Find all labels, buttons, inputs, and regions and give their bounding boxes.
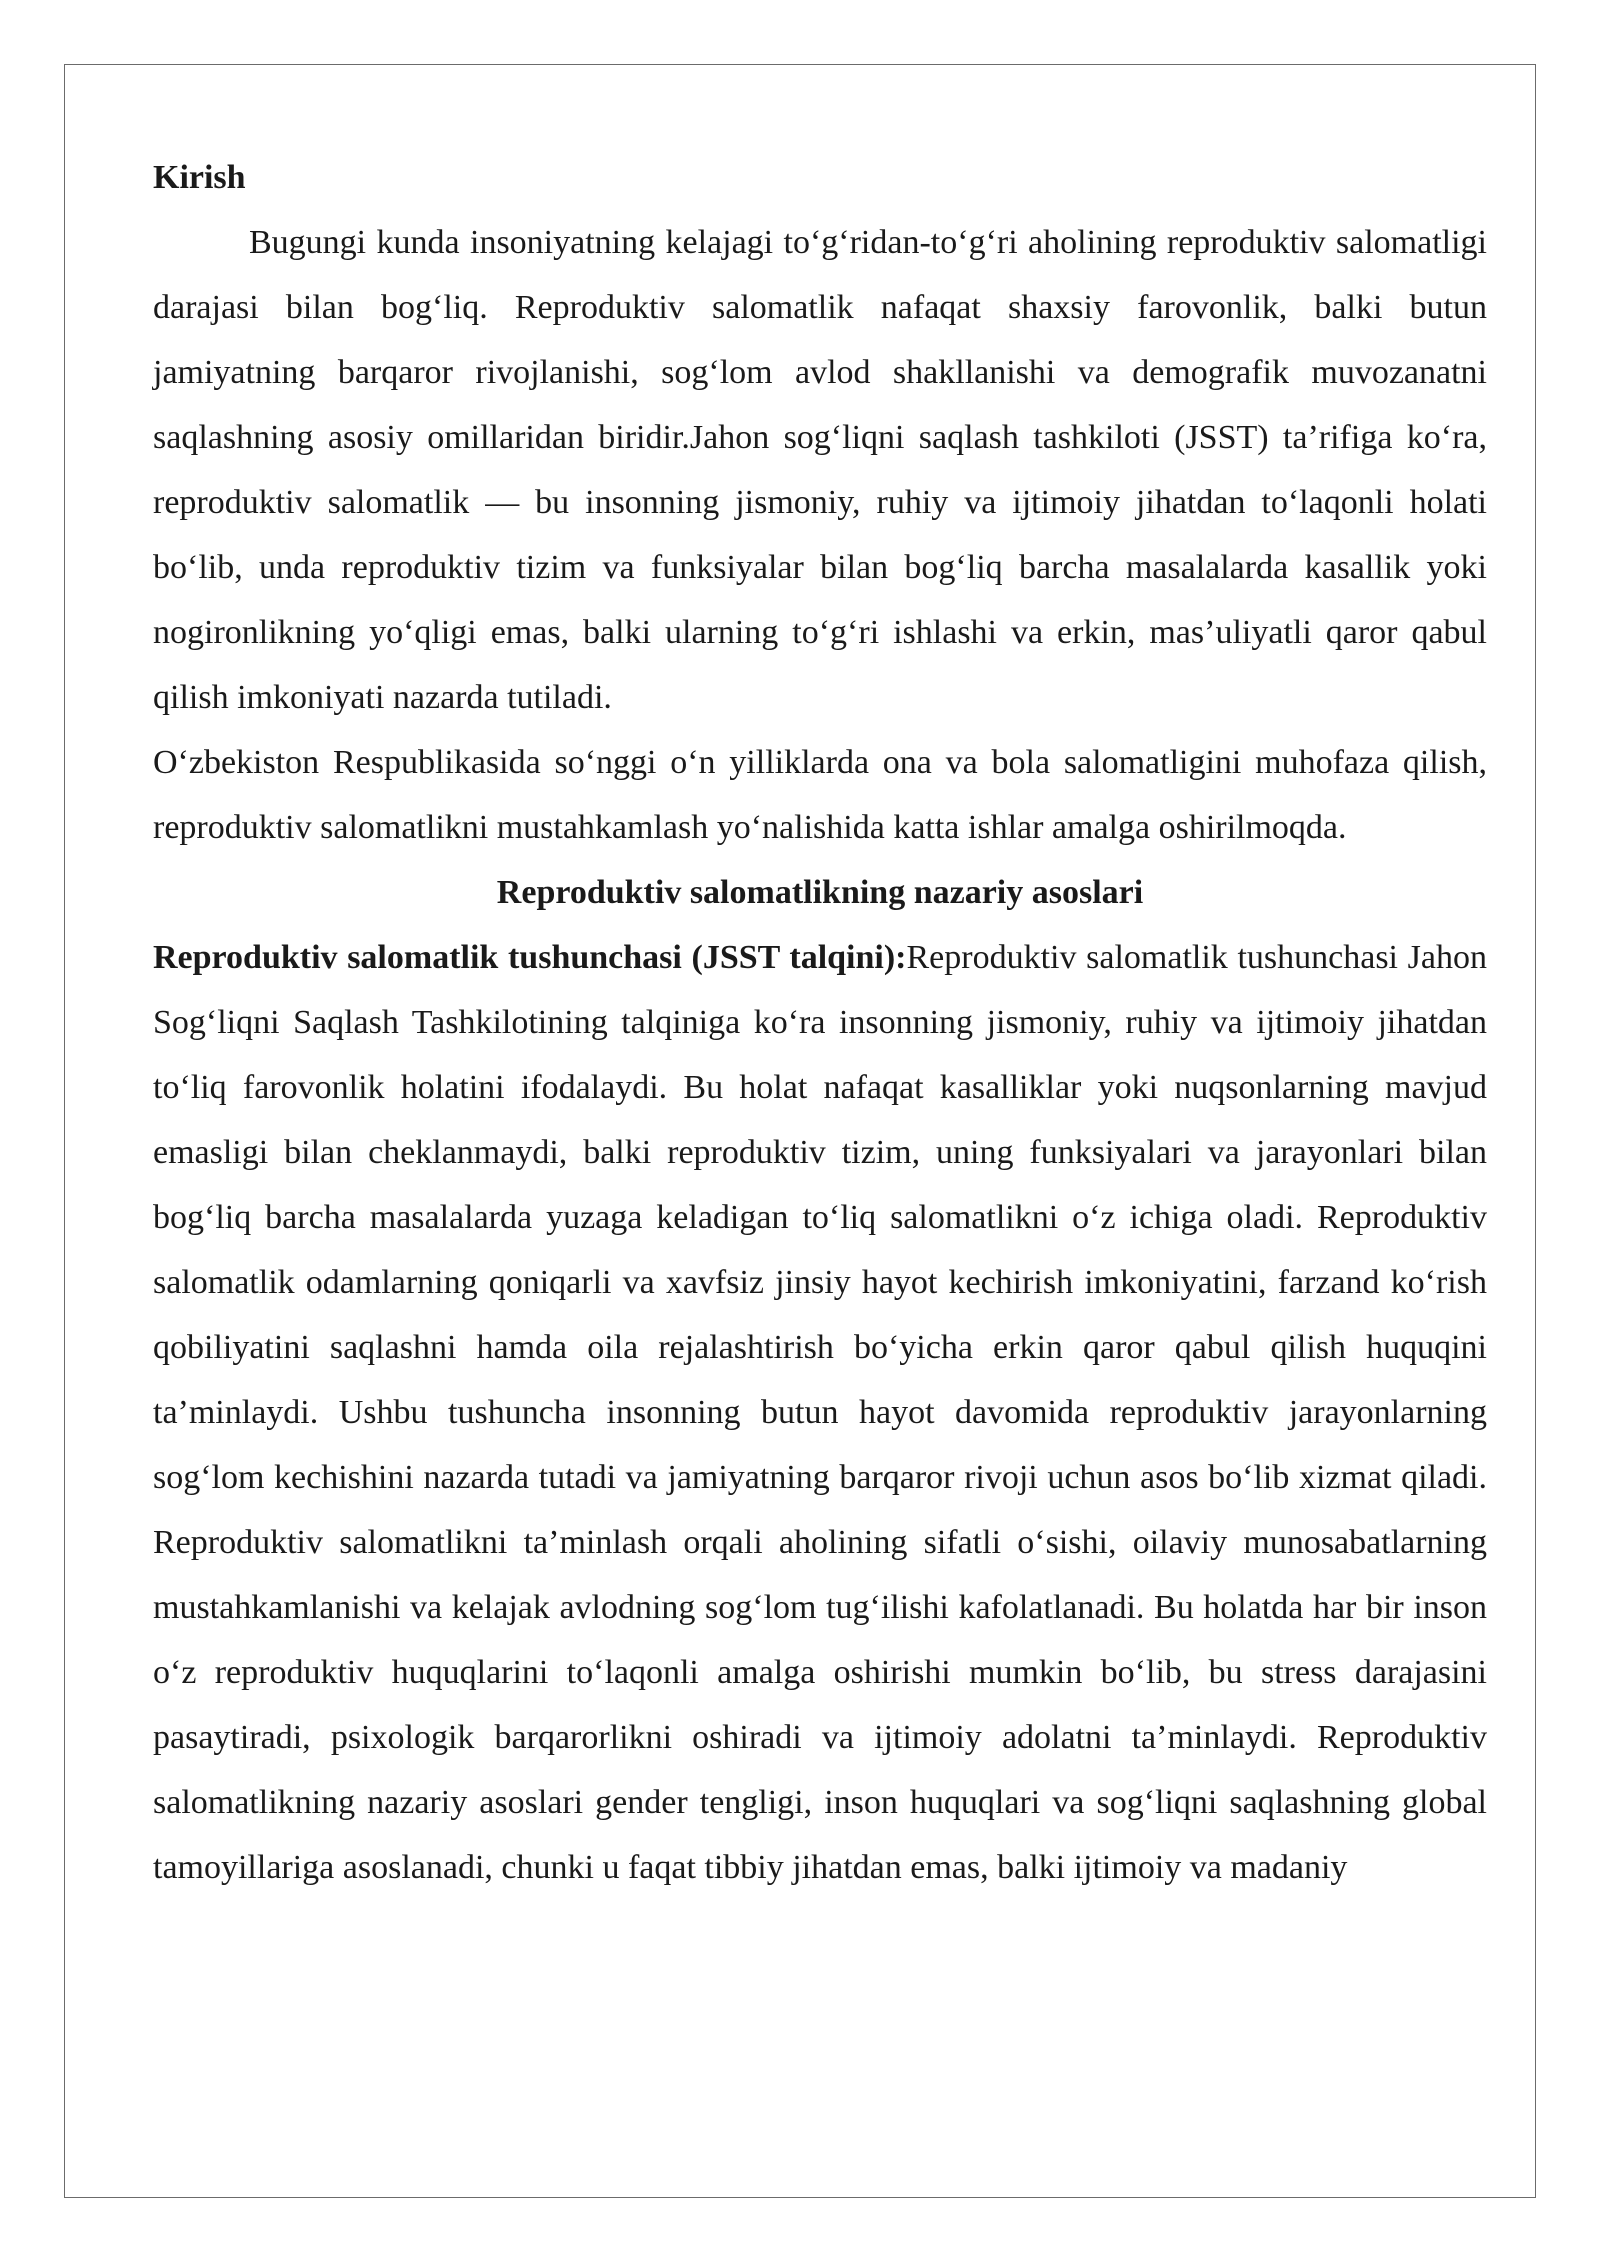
concept-lead: Reproduktiv salomatlik tushunchasi (JSST talqini): <box>153 939 907 976</box>
concept-paragraph <box>153 925 1487 1900</box>
document-body <box>153 145 1487 1900</box>
section-title: Reproduktiv salomatlikning nazariy asoslari <box>496 874 1144 911</box>
intro-heading: Kirish <box>153 159 246 196</box>
concept-body: Reproduktiv salomatlik tushunchasi Jahon Sog‘liqni Saqlash Tashkilotining talqiniga ko‘ra insonning jismoniy, ruhiy va ijtimoiy jihatdan to‘liq farovonlik holatini ifodalaydi. Bu holat nafaqat kasalliklar yoki nuqsonlarning mavjud emasligi bilan cheklanmaydi, balki reproduktiv tizim, uning funksiyalari va jarayonlari bilan bog‘liq barcha masalalarda yuzaga keladigan to‘liq salomatlikni o‘z ichiga oladi. Reproduktiv salomatlik odamlarning qoniqarli va xavfsiz jinsiy hayot kechirish imkoniyatini, farzand ko‘rish qobiliyatini saqlashni hamda oila rejalashtirish bo‘yicha erkin qaror qabul qilish huquqini ta’minlaydi. Ushbu tushuncha insonning butun hayot davomida reproduktiv jarayonlarning sog‘lom kechishini nazarda tutadi va jamiyatning barqaror rivoji uchun asos bo‘lib xizmat qiladi. Reproduktiv salomatlikni ta’minlash orqali aholining sifatli o‘sishi, oilaviy munosabatlarning mustahkamlanishi va kelajak avlodning sog‘lom tug‘ilishi kafolatlanadi. Bu holatda har bir inson o‘z reproduktiv huquqlarini to‘laqonli amalga oshirishi mumkin bo‘lib, bu stress darajasini pasaytiradi, psixologik barqarorlikni oshiradi va ijtimoiy adolatni ta’minlaydi. Reproduktiv salomatlikning nazariy asoslari gender tengligi, inson huquqlari va sog‘liqni saqlashning global tamoyillariga asoslanadi, chunki u faqat tibbiy jihatdan emas, balki ijtimoiy va madaniy <box>153 939 1487 1886</box>
uzbekistan-paragraph: O‘zbekiston Respublikasida so‘nggi o‘n yilliklarda ona va bola salomatligini muhofaza qilish, reproduktiv salomatlikni mustahkamlash yo‘nalishida katta ishlar amalga oshirilmoqda. <box>153 744 1487 846</box>
intro-paragraph: Bugungi kunda insoniyatning kelajagi to‘g‘ridan-to‘g‘ri aholining reproduktiv salomatligi darajasi bilan bog‘liq. Reproduktiv salomatlik nafaqat shaxsiy farovonlik, balki butun jamiyatning barqaror rivojlanishi, sog‘lom avlod shakllanishi va demografik muvozanatni saqlashning asosiy omillaridan biridir.Jahon sog‘liqni saqlash tashkiloti (JSST) ta’rifiga ko‘ra, reproduktiv salomatlik — bu insonning jismoniy, ruhiy va ijtimoiy jihatdan to‘laqonli holati bo‘lib, unda reproduktiv tizim va funksiyalar bilan bog‘liq barcha masalalarda kasallik yoki nogironlikning yo‘qligi emas, balki ularning to‘g‘ri ishlashi va erkin, mas’uliyatli qaror qabul qilish imkoniyati nazarda tutiladi. <box>153 224 1487 716</box>
